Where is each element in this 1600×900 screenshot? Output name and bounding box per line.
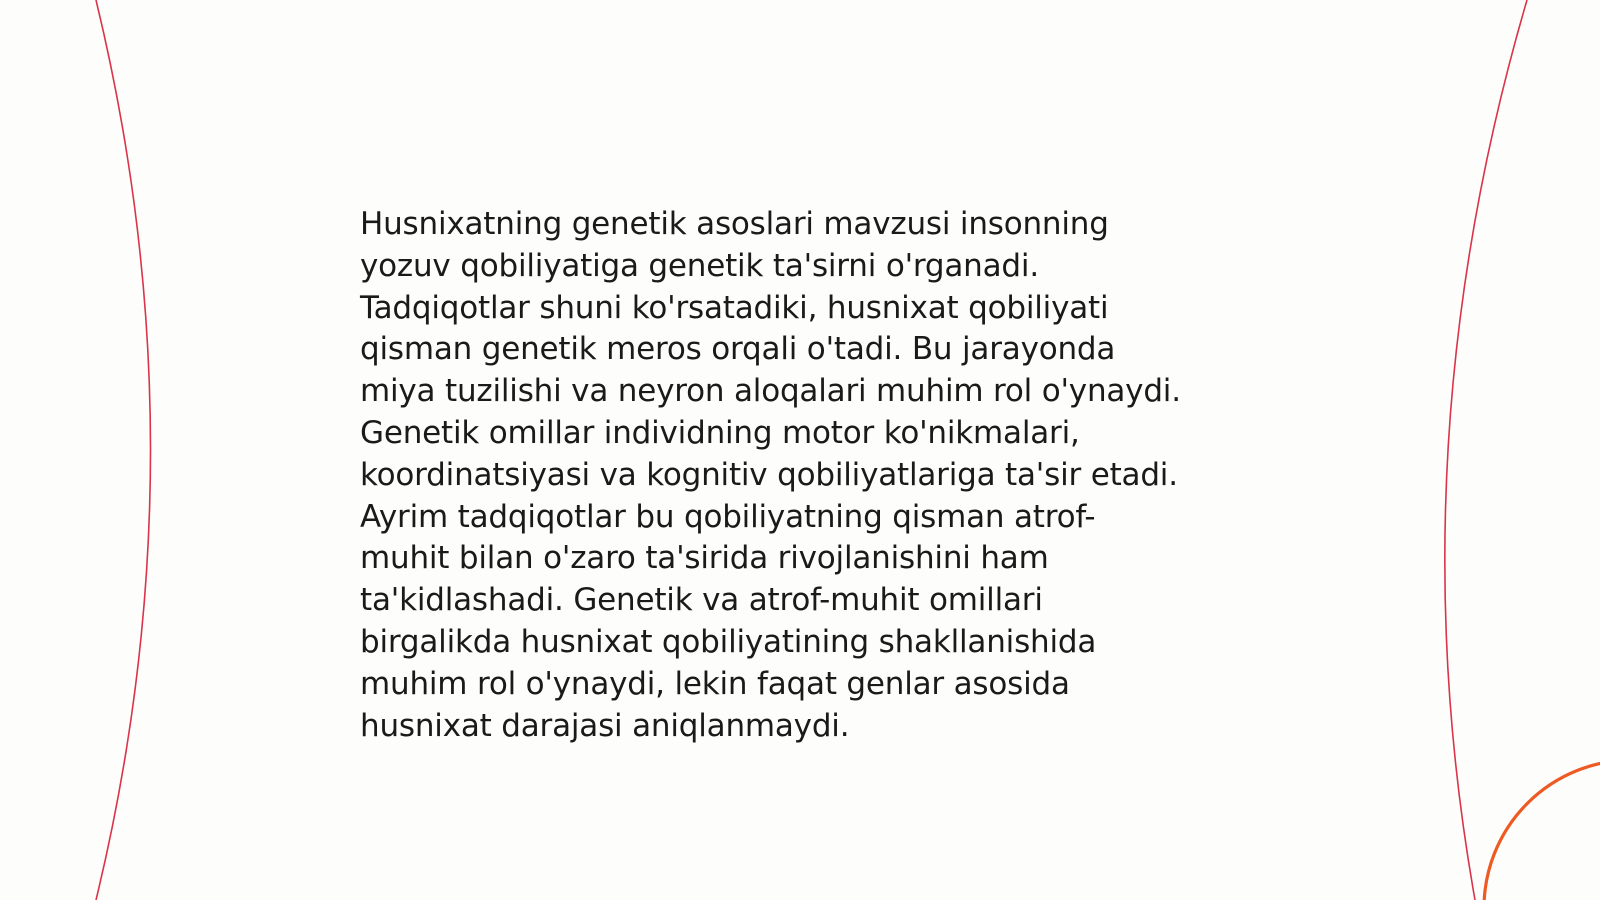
- orange-circle-accent: [1484, 760, 1600, 900]
- paragraph-line-13: husnixat darajasi aniqlanmaydi.: [360, 707, 850, 744]
- paragraph-line-4: qisman genetik meros orqali o'tadi. Bu jarayonda: [360, 331, 1116, 368]
- right-curve: [1445, 0, 1527, 900]
- body-paragraph: [360, 204, 1240, 747]
- paragraph-line-6: Genetik omillar individning motor ko'nikmalari,: [360, 414, 1080, 451]
- paragraph-line-10: ta'kidlashadi. Genetik va atrof-muhit omillari: [360, 582, 1043, 619]
- paragraph-line-12: muhim rol o'ynaydi, lekin faqat genlar asosida: [360, 665, 1070, 702]
- paragraph-line-11: birgalikda husnixat qobiliyatining shakllanishida: [360, 623, 1097, 660]
- paragraph-line-3: Tadqiqotlar shuni ko'rsatadiki, husnixat qobiliyati: [360, 289, 1109, 326]
- paragraph-line-1: Husnixatning genetik asoslari mavzusi insonning: [360, 206, 1109, 242]
- paragraph-line-2: yozuv qobiliyatiga genetik ta'sirni o'rganadi.: [360, 247, 1039, 284]
- paragraph-line-7: koordinatsiyasi va kognitiv qobiliyatlariga ta'sir etadi.: [360, 456, 1178, 493]
- paragraph-line-5: miya tuzilishi va neyron aloqalari muhim rol o'ynaydi.: [360, 373, 1181, 410]
- paragraph-line-8: Ayrim tadqiqotlar bu qobiliyatning qisman atrof-: [360, 498, 1096, 535]
- left-curve: [96, 0, 151, 900]
- paragraph-line-9: muhit bilan o'zaro ta'sirida rivojlanishini ham: [360, 540, 1049, 577]
